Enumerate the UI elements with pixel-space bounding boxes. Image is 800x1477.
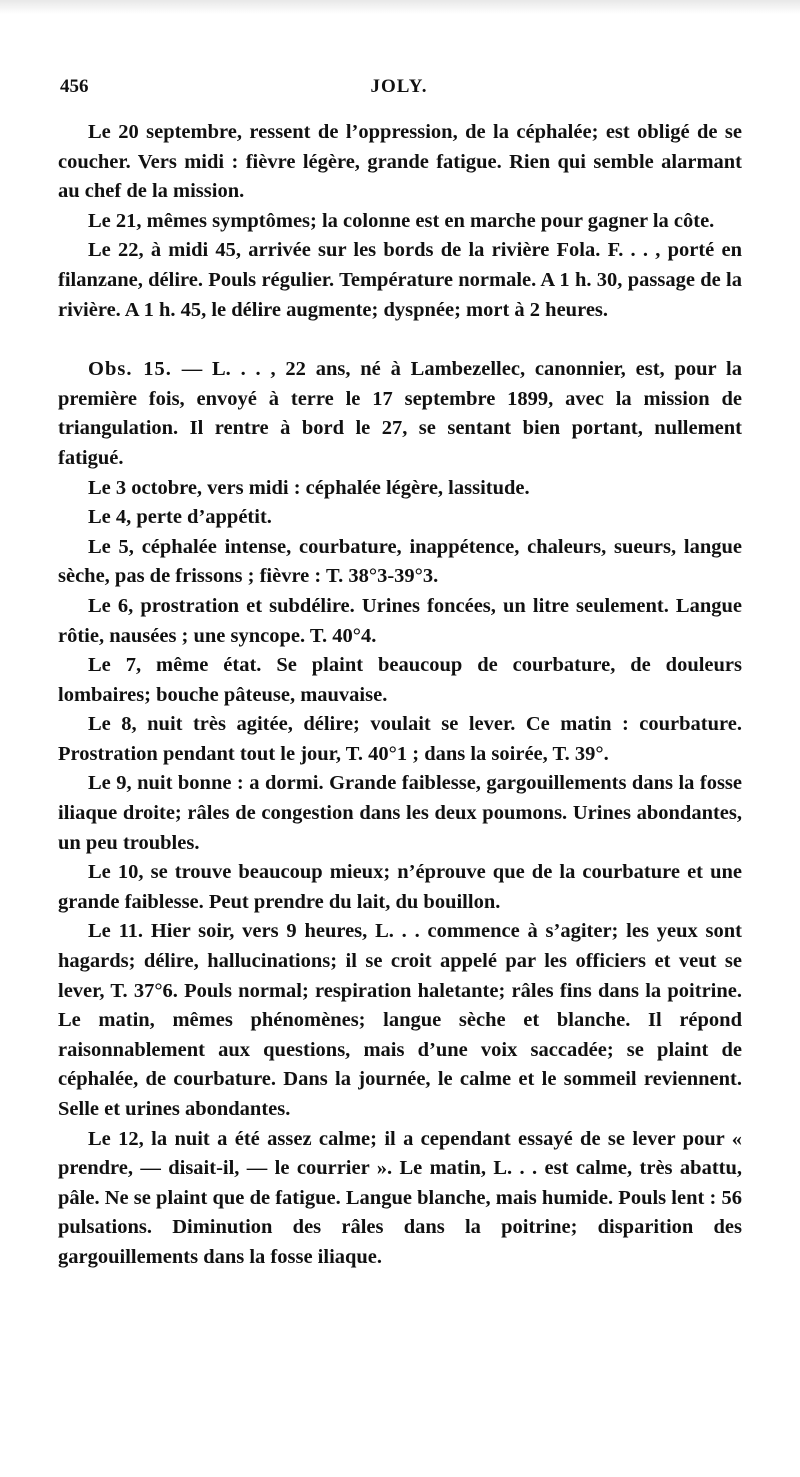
paragraph: Le 5, céphalée intense, courbature, inappétence, chaleurs, sueurs, langue sèche, pas de frissons ; fièvre : T. 38°3-39°3. — [58, 535, 742, 588]
section-gap — [58, 325, 742, 355]
paragraph: Le 7, même état. Se plaint beaucoup de courbature, de douleurs lombaires; bouche pâteuse, mauvaise. — [58, 654, 742, 706]
paragraph: Le 9, nuit bonne : a dormi. Grande faiblesse, gargouillements dans la fosse iliaque droite; râles de congestion dans les deux poumons. Urines abondantes, un peu troubles. — [58, 772, 742, 854]
paragraph: Le 10, se trouve beaucoup mieux; n’éprouve que de la courbature et une grande faiblesse. Peut prendre du lait, du bouillon. — [58, 861, 742, 913]
paragraph: Le 8, nuit très agitée, délire; voulait se lever. Ce matin : courbature. Prostration pendant tout le jour, T. 40°1 ; dans la soirée, T. 39°. — [58, 713, 742, 765]
paragraph: Le 6, prostration et subdélire. Urines foncées, un litre seulement. Langue rôtie, nausées ; une syncope. T. 40°4. — [58, 594, 742, 647]
paragraph: Le 20 septembre, ressent de l’oppression, de la céphalée; est obligé de se coucher. Vers midi : fièvre légère, grande fatigue. Rien qui semble alarmant au chef de la mission. — [58, 121, 742, 203]
paragraph: Le 22, à midi 45, arrivée sur les bords de la rivière Fola. F. . . , porté en filanzane, délire. Pouls régulier. Température normale. A 1 h. 30, passage de la rivière. A 1 h. 45, le délire augmente; dyspnée; mort à 2 heures. — [58, 239, 742, 321]
page-number: 456 — [60, 76, 89, 97]
observation-title: Obs. 15. — [88, 358, 172, 381]
scan-edge — [0, 0, 800, 14]
paragraph: Le 12, la nuit a été assez calme; il a cependant essayé de se lever pour « prendre, — disait-il, — le courrier ». Le matin, L. . . est calme, très abattu, pâle. Ne se plaint que de fatigue. Langue blanche, mais humide. Pouls lent : 56 pulsations. Diminution des râles dans la poitrine; disparition des gargouillements dans la fosse iliaque. — [58, 1127, 742, 1268]
observation-paragraph — [58, 355, 742, 473]
page-header — [60, 76, 738, 102]
running-head: JOLY. — [370, 76, 428, 97]
paragraph: Le 3 octobre, vers midi : céphalée légère, lassitude. — [88, 476, 530, 499]
paragraph: Le 21, mêmes symptômes; la colonne est en marche pour gagner la côte. — [88, 209, 715, 232]
observation-intro: — L. . . , 22 ans, né à Lambezellec, canonnier, est, pour la première fois, envoyé à terre le 17 septembre 1899, avec la mission de triangulation. Il rentre à bord le 27, se sentant bien portant, nullement fatigué. — [58, 358, 742, 469]
paragraph: Le 4, perte d’appétit. — [88, 506, 272, 529]
paragraph: Le 11. Hier soir, vers 9 heures, L. . . commence à s’agiter; les yeux sont hagards; délire, hallucinations; il se croit appelé par les officiers et veut se lever, T. 37°6. Pouls normal; respiration haletante; râles fins dans la poitrine. Le matin, mêmes phénomènes; langue sèche et blanche. Il répond raisonnablement aux questions, mais d’une voix saccadée; se plaint de céphalée, de courbature. Dans la journée, le calme et le sommeil reviennent. Selle et urines abondantes. — [58, 920, 742, 1120]
page-body — [58, 118, 742, 1273]
